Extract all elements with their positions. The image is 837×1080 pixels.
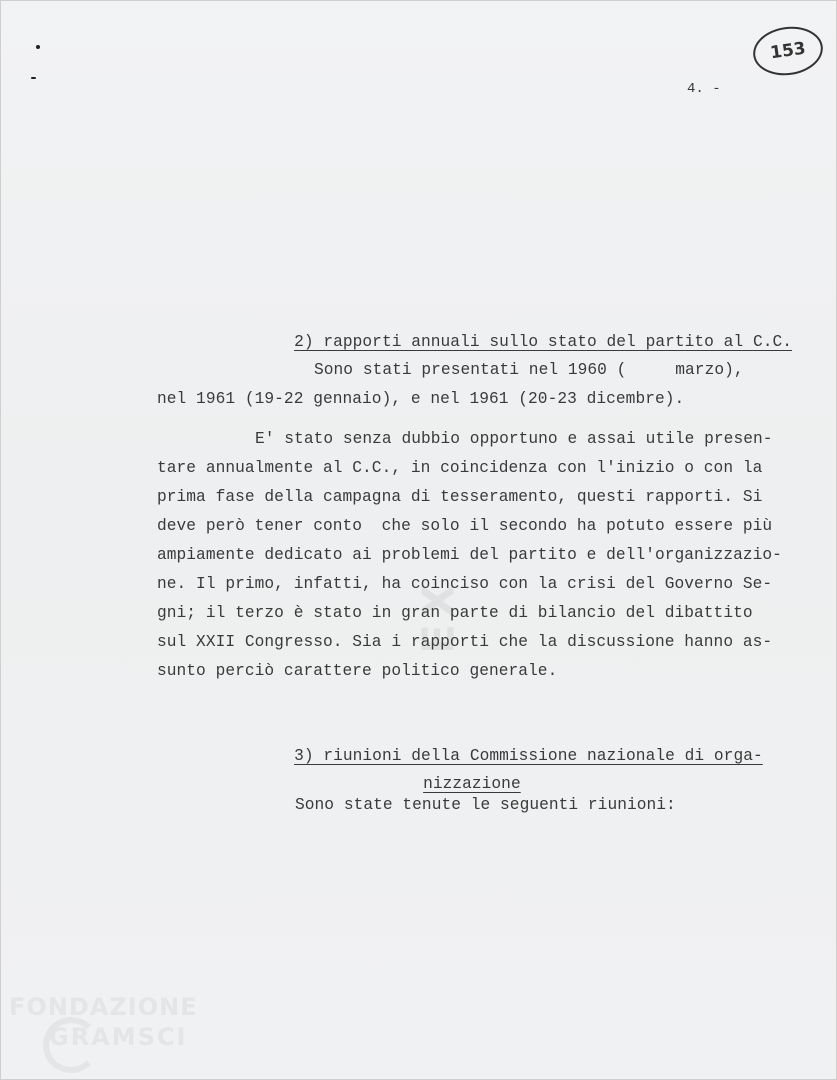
logo-line-2: GRAMSCI [49,1023,188,1051]
text-line: gni; il terzo è stato in gran parte di bilancio del dibattito [157,604,753,622]
text-line: deve però tener conto che solo il secondo ha potuto essere più [157,517,773,535]
archive-number-stamp: 153 [750,22,826,79]
margin-mark [36,45,40,49]
text-line: E' stato senza dubbio opportuno e assai utile presen- [255,430,773,448]
text-line: ne. Il primo, infatti, ha coinciso con la crisi del Governo Se- [157,575,773,593]
text-line: Sono state tenute le seguenti riunioni: [295,796,676,814]
section-3-heading-text: 3) riunioni della Commissione nazionale di orga- [294,747,763,765]
fondazione-gramsci-logo [9,993,209,1073]
archive-watermark: EX [413,578,465,654]
text-line: sul XXII Congresso. Sia i rapporti che la discussione hanno as- [157,633,773,651]
text-line: Sono stati presentati nel 1960 ( marzo), [314,361,744,379]
logo-line-1: FONDAZIONE [9,993,198,1021]
margin-mark [31,77,36,79]
text-line: ampiamente dedicato ai problemi del partito e dell'organizzazio- [157,546,782,564]
section-2-heading-text: 2) rapporti annuali sullo stato del partito al C.C. [294,333,793,351]
text-line: nel 1961 (19-22 gennaio), e nel 1961 (20-23 dicembre). [157,390,685,408]
text-line: sunto perciò carattere politico generale. [157,662,558,680]
text-line: tare annualmente al C.C., in coincidenza con l'inizio o con la [157,459,763,477]
section-3-heading-text: nizzazione [423,775,521,793]
text-line: prima fase della campagna di tesseramento, questi rapporti. Si [157,488,763,506]
page-number: 4. - [687,81,721,97]
